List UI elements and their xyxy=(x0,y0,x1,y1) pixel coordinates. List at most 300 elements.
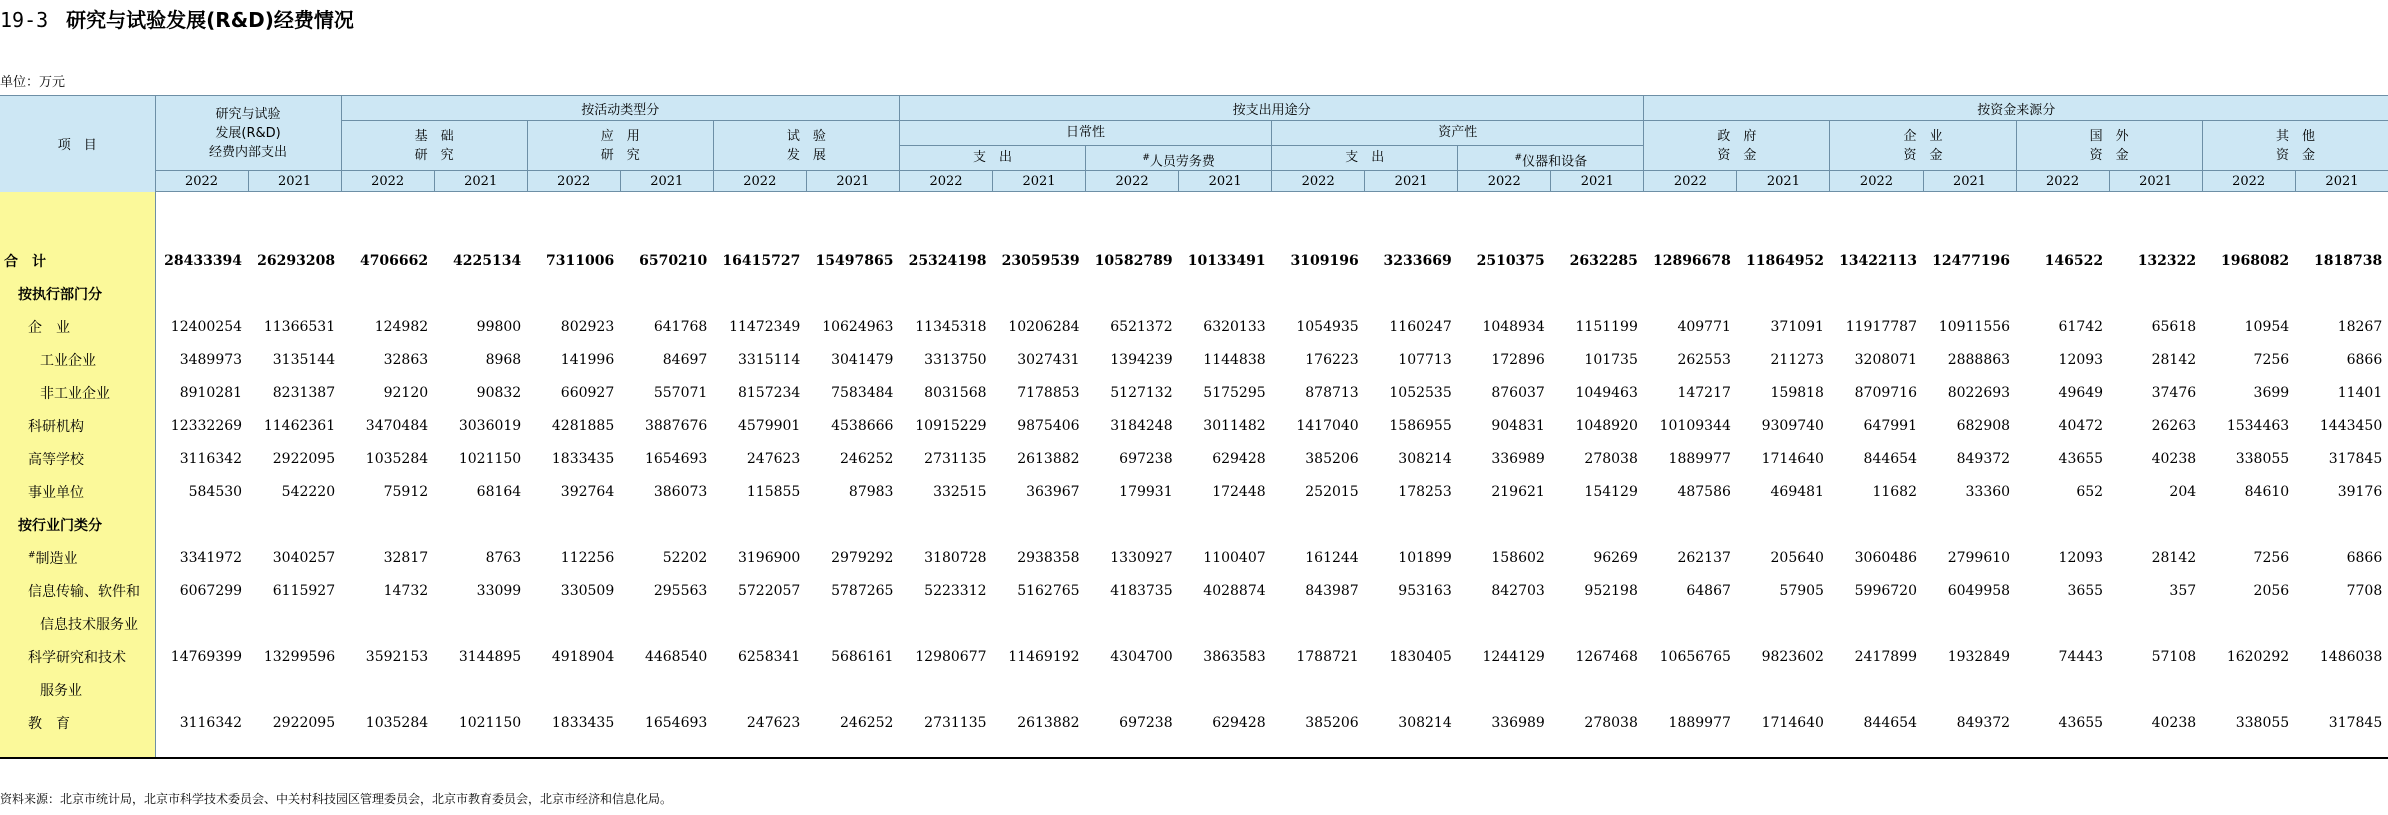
table-cell xyxy=(713,508,806,541)
table-cell: 43655 xyxy=(2058,450,2104,467)
table-cell xyxy=(620,277,713,310)
table-cell: 332515 xyxy=(933,483,987,500)
table-cell: 68164 xyxy=(476,483,522,500)
table-cell xyxy=(155,673,248,706)
table-cell: 7583484 xyxy=(831,384,894,401)
table-cell: 99800 xyxy=(476,318,522,335)
table-cell: 172896 xyxy=(1491,351,1545,368)
table-cell: 12332269 xyxy=(170,417,243,434)
table-cell: 8763 xyxy=(485,549,522,566)
table-cell xyxy=(1737,277,1830,310)
table-cell: 11682 xyxy=(1872,483,1917,500)
table-cell xyxy=(434,277,527,310)
table-cell: 1534463 xyxy=(2226,417,2290,434)
table-cell: 6320133 xyxy=(1203,318,1266,335)
year-header: 2021 xyxy=(2295,171,2388,192)
table-cell: 336989 xyxy=(1491,714,1545,731)
table-cell xyxy=(527,508,620,541)
table-cell: 15497865 xyxy=(815,252,894,269)
table-cell: 4225134 xyxy=(453,252,522,269)
table-cell: 28142 xyxy=(2151,549,2197,566)
table-cell: 178253 xyxy=(1398,483,1452,500)
table-cell: 5223312 xyxy=(924,582,987,599)
table-cell: 2731135 xyxy=(924,714,987,731)
table-cell xyxy=(2016,673,2109,706)
table-cell: 247623 xyxy=(746,714,801,731)
table-cell: 3233669 xyxy=(1383,252,1452,269)
table-cell xyxy=(899,277,992,310)
table-cell: 1151199 xyxy=(1575,318,1638,335)
table-cell: 7178853 xyxy=(1017,384,1080,401)
table-cell: 2417899 xyxy=(1854,648,1917,665)
table-cell: 1021150 xyxy=(458,450,522,467)
table-cell: 6115927 xyxy=(272,582,336,599)
table-cell: 7311006 xyxy=(546,252,615,269)
table-cell: 96269 xyxy=(1593,549,1638,566)
table-cell xyxy=(2202,673,2295,706)
table-cell: 557071 xyxy=(653,384,708,401)
table-row xyxy=(0,343,2388,376)
table-cell: 338055 xyxy=(2235,450,2290,467)
table-cell: 5162765 xyxy=(1017,582,1080,599)
year-header: 2022 xyxy=(1272,171,1365,192)
year-header: 2021 xyxy=(1923,171,2016,192)
table-row xyxy=(0,442,2388,475)
table-cell: 3489973 xyxy=(179,351,243,368)
table-cell: 1048920 xyxy=(1575,417,1638,434)
table-cell: 330509 xyxy=(560,582,615,599)
table-cell: 172448 xyxy=(1212,483,1266,500)
table-cell xyxy=(2109,673,2202,706)
table-row xyxy=(0,409,2388,442)
year-header: 2021 xyxy=(620,171,713,192)
page-title xyxy=(0,4,354,33)
table-cell: 14769399 xyxy=(170,648,243,665)
table-cell: 252015 xyxy=(1305,483,1359,500)
table-cell: 40472 xyxy=(2058,417,2104,434)
table-cell: 1714640 xyxy=(1761,450,1824,467)
table-cell: 11469192 xyxy=(1008,648,1080,665)
table-cell: 11472349 xyxy=(729,318,801,335)
table-cell: 3011482 xyxy=(1203,417,1266,434)
table-cell: 12896678 xyxy=(1652,252,1731,269)
group-by-source: 按资金来源分 xyxy=(1644,96,2388,121)
table-cell: 1818738 xyxy=(2314,252,2383,269)
table-cell xyxy=(1644,508,1737,541)
table-cell xyxy=(1458,508,1551,541)
table-cell: 1417040 xyxy=(1296,417,1359,434)
equipment-header: #仪器和设备 xyxy=(1457,146,1643,170)
table-cell: 6067299 xyxy=(179,582,243,599)
year-header: 2021 xyxy=(806,171,899,192)
table-cell xyxy=(2109,607,2202,640)
table-cell: 6866 xyxy=(2346,351,2383,368)
table-cell: 13422113 xyxy=(1839,252,1917,269)
table-cell xyxy=(341,607,434,640)
table-row xyxy=(0,277,2388,310)
table-cell: 10656765 xyxy=(1659,648,1731,665)
table-cell: 844654 xyxy=(1863,450,1917,467)
table-cell xyxy=(248,508,341,541)
table-cell xyxy=(899,607,992,640)
other-funds-header: 其 他 资 金 xyxy=(2202,121,2388,171)
source-note: 资料来源：北京市统计局，北京市科学技术委员会、中关村科技园区管理委员会，北京市教育委员会，北京市经济和信息化局。 xyxy=(0,792,673,806)
enterprise-funds-header: 企 业 资 金 xyxy=(1830,121,2016,171)
table-cell: 154129 xyxy=(1584,483,1638,500)
table-cell: 2888863 xyxy=(1947,351,2011,368)
table-cell xyxy=(993,607,1086,640)
table-cell: 682908 xyxy=(1956,417,2011,434)
table-cell: 4706662 xyxy=(359,252,429,269)
table-cell: 1054935 xyxy=(1296,318,1359,335)
table-row xyxy=(0,475,2388,508)
table-cell: 542220 xyxy=(281,483,336,500)
table-title: 研究与试验发展(R&D)经费情况 xyxy=(66,8,354,32)
table-cell: 849372 xyxy=(1956,714,2011,731)
year-header: 2022 xyxy=(1458,171,1551,192)
table-cell xyxy=(434,607,527,640)
row-label: 科研机构 xyxy=(0,409,155,442)
table-row xyxy=(0,508,2388,541)
table-cell xyxy=(341,508,434,541)
table-cell xyxy=(806,673,899,706)
table-cell: 2922095 xyxy=(272,450,336,467)
table-cell: 3699 xyxy=(2253,384,2290,401)
table-cell: 338055 xyxy=(2235,714,2290,731)
table-cell: 12093 xyxy=(2058,351,2104,368)
table-cell: 5996720 xyxy=(1854,582,1917,599)
table-cell: 12400254 xyxy=(170,318,243,335)
table-cell xyxy=(1365,607,1458,640)
table-row xyxy=(0,607,2388,640)
table-cell xyxy=(2295,673,2388,706)
table-cell: 3184248 xyxy=(1110,417,1173,434)
table-cell: 647991 xyxy=(1863,417,1917,434)
table-cell: 43655 xyxy=(2058,714,2104,731)
table-cell: 1144838 xyxy=(1203,351,1266,368)
table-cell: 8157234 xyxy=(737,384,801,401)
table-row xyxy=(0,376,2388,409)
table-cell: 2799610 xyxy=(1947,549,2011,566)
table-cell xyxy=(248,673,341,706)
table-cell: 10954 xyxy=(2244,318,2290,335)
table-cell xyxy=(341,277,434,310)
table-cell: 107713 xyxy=(1398,351,1452,368)
table-cell: 843987 xyxy=(1305,582,1359,599)
table-cell: 278038 xyxy=(1584,450,1638,467)
table-cell: 3040257 xyxy=(272,549,336,566)
table-cell: 1833435 xyxy=(551,714,615,731)
row-label: 按执行部门分 xyxy=(0,277,155,310)
table-cell: 32863 xyxy=(383,351,429,368)
table-cell: 317845 xyxy=(2328,450,2383,467)
table-cell: 49649 xyxy=(2058,384,2104,401)
table-cell: 9823602 xyxy=(1761,648,1824,665)
table-cell: 1049463 xyxy=(1575,384,1638,401)
table-cell: 40238 xyxy=(2151,450,2197,467)
table-cell: 84697 xyxy=(662,351,708,368)
table-cell: 179931 xyxy=(1119,483,1173,500)
table-cell: 39176 xyxy=(2337,483,2383,500)
table-cell: 158602 xyxy=(1491,549,1545,566)
table-cell: 28142 xyxy=(2151,351,2197,368)
table-cell: 7256 xyxy=(2253,549,2290,566)
table-cell xyxy=(1644,277,1737,310)
table-cell xyxy=(2202,508,2295,541)
table-cell: 204 xyxy=(2169,483,2197,500)
table-cell xyxy=(2109,277,2202,310)
table-cell: 4918904 xyxy=(551,648,615,665)
table-cell: 629428 xyxy=(1212,714,1266,731)
table-cell: 132322 xyxy=(2137,252,2197,269)
table-cell xyxy=(527,277,620,310)
table-cell: 1100407 xyxy=(1203,549,1266,566)
table-cell xyxy=(1923,277,2016,310)
table-cell: 652 xyxy=(2076,483,2104,500)
table-cell: 308214 xyxy=(1398,450,1452,467)
table-cell: 363967 xyxy=(1026,483,1080,500)
table-cell: 10911556 xyxy=(1938,318,2011,335)
year-header: 2022 xyxy=(2202,171,2295,192)
table-cell: 159818 xyxy=(1770,384,1824,401)
table-cell: 37476 xyxy=(2151,384,2197,401)
table-cell: 6521372 xyxy=(1110,318,1173,335)
table-cell xyxy=(1551,508,1644,541)
table-cell: 641768 xyxy=(653,318,708,335)
table-cell: 8910281 xyxy=(179,384,243,401)
table-cell: 10133491 xyxy=(1187,252,1266,269)
table-cell: 3196900 xyxy=(737,549,801,566)
table-cell: 1486038 xyxy=(2319,648,2383,665)
table-cell xyxy=(993,673,1086,706)
table-cell: 3313750 xyxy=(924,351,987,368)
table-cell: 1714640 xyxy=(1761,714,1824,731)
table-cell: 844654 xyxy=(1863,714,1917,731)
year-header: 2021 xyxy=(2109,171,2202,192)
table-cell: 52202 xyxy=(662,549,708,566)
table-cell: 8968 xyxy=(485,351,522,368)
table-cell: 25324198 xyxy=(908,252,987,269)
table-cell xyxy=(620,673,713,706)
table-cell xyxy=(993,277,1086,310)
table-cell: 2056 xyxy=(2253,582,2290,599)
table-cell: 12477196 xyxy=(1932,252,2011,269)
table-cell: 11366531 xyxy=(263,318,336,335)
table-cell: 57905 xyxy=(1779,582,1824,599)
table-cell xyxy=(1644,673,1737,706)
row-label: 合 计 xyxy=(0,244,155,277)
table-cell: 2922095 xyxy=(272,714,336,731)
table-cell xyxy=(713,673,806,706)
table-cell xyxy=(527,607,620,640)
table-cell xyxy=(1830,277,1923,310)
table-cell: 40238 xyxy=(2151,714,2197,731)
year-header: 2021 xyxy=(1179,171,1272,192)
table-cell xyxy=(2202,277,2295,310)
table-cell: 952198 xyxy=(1584,582,1638,599)
table-cell: 660927 xyxy=(560,384,615,401)
table-cell: 2613882 xyxy=(1017,450,1080,467)
row-label: 信息传输、软件和 xyxy=(0,574,155,607)
table-cell: 14732 xyxy=(383,582,429,599)
table-cell: 115855 xyxy=(746,483,801,500)
table-cell: 8231387 xyxy=(272,384,336,401)
table-cell: 10624963 xyxy=(822,318,894,335)
table-cell: 1244129 xyxy=(1482,648,1545,665)
table-cell: 3655 xyxy=(2067,582,2104,599)
table-cell: 1443450 xyxy=(2319,417,2383,434)
table-cell: 3470484 xyxy=(365,417,429,434)
row-label: 高等学校 xyxy=(0,442,155,475)
table-cell: 4028874 xyxy=(1203,582,1266,599)
row-label: 企 业 xyxy=(0,310,155,343)
table-cell: 1035284 xyxy=(365,450,429,467)
row-label: 非工业企业 xyxy=(0,376,155,409)
year-header: 2022 xyxy=(713,171,806,192)
table-cell: 74443 xyxy=(2058,648,2104,665)
applied-research-header: 应 用 研 究 xyxy=(527,121,713,171)
table-cell xyxy=(713,607,806,640)
table-cell: 2510375 xyxy=(1476,252,1545,269)
table-cell: 211273 xyxy=(1770,351,1824,368)
table-cell: 147217 xyxy=(1677,384,1731,401)
unit-label: 单位：万元 xyxy=(0,75,66,90)
table-cell: 26263 xyxy=(2151,417,2197,434)
personnel-cost-header: #人员劳务费 xyxy=(1085,146,1271,170)
foreign-funds-header: 国 外 资 金 xyxy=(2016,121,2202,171)
table-cell: 90832 xyxy=(476,384,522,401)
year-header: 2021 xyxy=(1365,171,1458,192)
table-cell xyxy=(2016,607,2109,640)
table-cell xyxy=(248,607,341,640)
table-cell xyxy=(806,508,899,541)
year-header: 2021 xyxy=(1551,171,1644,192)
table-cell xyxy=(1551,607,1644,640)
table-cell xyxy=(527,673,620,706)
table-cell: 904831 xyxy=(1491,417,1545,434)
group-by-use: 按支出用途分 xyxy=(899,96,1643,121)
table-cell xyxy=(1179,277,1272,310)
table-cell: 3116342 xyxy=(179,714,243,731)
table-cell: 10582789 xyxy=(1094,252,1173,269)
year-header: 2022 xyxy=(341,171,434,192)
table-cell xyxy=(1923,508,2016,541)
table-cell xyxy=(899,673,992,706)
table-cell xyxy=(1272,277,1365,310)
table-cell xyxy=(1086,673,1179,706)
table-row xyxy=(0,640,2388,673)
table-row xyxy=(0,244,2388,277)
year-header: 2022 xyxy=(1644,171,1737,192)
table-cell: 75912 xyxy=(383,483,429,500)
table-cell xyxy=(993,508,1086,541)
table-cell: 1788721 xyxy=(1296,648,1359,665)
table-cell: 1394239 xyxy=(1110,351,1173,368)
table-cell xyxy=(1365,277,1458,310)
row-label: 事业单位 xyxy=(0,475,155,508)
year-header: 2022 xyxy=(2016,171,2109,192)
table-cell: 205640 xyxy=(1770,549,1824,566)
table-cell xyxy=(1458,607,1551,640)
table-cell: 65618 xyxy=(2151,318,2197,335)
year-header: 2021 xyxy=(248,171,341,192)
total-column-header: 研究与试验 发展(R&D) 经费内部支出 xyxy=(155,96,341,171)
table-cell: 13299596 xyxy=(263,648,336,665)
table-cell: 1889977 xyxy=(1668,714,1731,731)
table-cell: 842703 xyxy=(1491,582,1545,599)
table-cell xyxy=(1737,673,1830,706)
table-cell: 33360 xyxy=(1965,483,2011,500)
year-header: 2021 xyxy=(993,171,1086,192)
table-cell xyxy=(806,277,899,310)
table-cell: 1833435 xyxy=(551,450,615,467)
table-cell: 4579901 xyxy=(737,417,801,434)
table-cell: 6570210 xyxy=(639,252,708,269)
table-cell xyxy=(1365,673,1458,706)
table-cell xyxy=(1086,508,1179,541)
table-cell: 84610 xyxy=(2244,483,2290,500)
table-cell xyxy=(1272,673,1365,706)
table-cell xyxy=(1458,673,1551,706)
table-cell: 3144895 xyxy=(458,648,522,665)
table-cell: 5175295 xyxy=(1203,384,1266,401)
table-cell: 2731135 xyxy=(924,450,987,467)
table-cell: 584530 xyxy=(188,483,243,500)
row-label: 工业企业 xyxy=(0,343,155,376)
table-cell: 2979292 xyxy=(831,549,894,566)
table-cell xyxy=(155,277,248,310)
table-cell xyxy=(2295,508,2388,541)
table-cell xyxy=(713,277,806,310)
table-cell xyxy=(1644,607,1737,640)
table-cell: 32817 xyxy=(383,549,429,566)
table-cell: 295563 xyxy=(653,582,708,599)
table-cell xyxy=(1737,607,1830,640)
table-cell: 5686161 xyxy=(831,648,894,665)
table-row xyxy=(0,310,2388,343)
table-cell xyxy=(1830,607,1923,640)
table-number: 19-3 xyxy=(0,8,49,32)
row-label: 服务业 xyxy=(0,673,155,706)
year-header: 2022 xyxy=(1086,171,1179,192)
table-cell: 308214 xyxy=(1398,714,1452,731)
table-cell: 23059539 xyxy=(1001,252,1080,269)
table-cell xyxy=(620,508,713,541)
table-cell xyxy=(2295,607,2388,640)
table-cell: 6866 xyxy=(2346,549,2383,566)
table-cell: 9875406 xyxy=(1017,417,1080,434)
table-cell: 5787265 xyxy=(831,582,894,599)
table-cell: 278038 xyxy=(1584,714,1638,731)
table-cell: 1586955 xyxy=(1389,417,1452,434)
table-cell: 61742 xyxy=(2058,318,2104,335)
table-row xyxy=(0,574,2388,607)
table-cell: 2938358 xyxy=(1017,549,1080,566)
table-cell: 3116342 xyxy=(179,450,243,467)
table-cell: 11345318 xyxy=(915,318,987,335)
table-cell xyxy=(1365,508,1458,541)
table-cell: 849372 xyxy=(1956,450,2011,467)
table-cell: 141996 xyxy=(560,351,615,368)
table-cell: 176223 xyxy=(1305,351,1359,368)
table-cell: 6049958 xyxy=(1947,582,2011,599)
table-cell: 4281885 xyxy=(551,417,615,434)
table-cell xyxy=(434,673,527,706)
table-cell: 3135144 xyxy=(272,351,336,368)
table-cell: 33099 xyxy=(476,582,522,599)
table-cell: 11917787 xyxy=(1845,318,1917,335)
table-cell: 112256 xyxy=(560,549,615,566)
